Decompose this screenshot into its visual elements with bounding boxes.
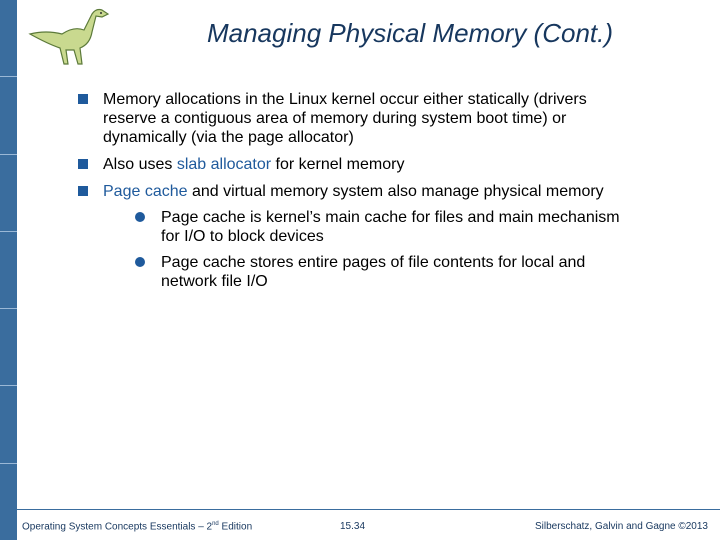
bullet-item xyxy=(78,155,638,174)
footer-book-title xyxy=(22,521,252,532)
page-title: Managing Physical Memory (Cont.) xyxy=(206,18,614,48)
square-bullet-icon xyxy=(78,94,88,104)
sub-bullet-item xyxy=(135,208,638,246)
footer-copyright: Silberschatz, Galvin and Gagne ©2013 xyxy=(534,521,708,532)
bullet-text: for kernel memory xyxy=(271,156,405,173)
sidebar-segment xyxy=(0,155,17,232)
sidebar-segment xyxy=(0,0,17,77)
page-number: 15.34 xyxy=(340,521,366,532)
bullet-item xyxy=(78,182,638,291)
bullet-text: Memory allocations in the Linux kernel occur either statically (drivers reserve a contiguous area of memory during system boot time) or dynamically (via the page allocator) xyxy=(103,91,587,146)
left-sidebar-bar xyxy=(0,0,17,540)
sidebar-segment xyxy=(0,232,17,309)
square-bullet-icon xyxy=(78,186,88,196)
dinosaur-icon xyxy=(26,4,118,68)
highlight-term: Page cache xyxy=(103,183,188,200)
round-bullet-icon xyxy=(135,212,145,222)
footer-divider xyxy=(17,509,720,510)
sub-bullet-item xyxy=(135,253,638,291)
bullet-item xyxy=(78,90,638,147)
square-bullet-icon xyxy=(78,159,88,169)
footer-superscript: nd xyxy=(212,521,219,527)
highlight-term: slab allocator xyxy=(176,156,272,173)
round-bullet-icon xyxy=(135,257,145,267)
sub-bullet-text: Page cache is kernel’s main cache for files and main mechanism for I/O to block devices xyxy=(161,209,620,245)
sub-bullet-text: Page cache stores entire pages of file contents for local and network file I/O xyxy=(161,254,586,290)
bullet-text: and virtual memory system also manage physical memory xyxy=(187,183,604,200)
footer-edition-text: Edition xyxy=(218,521,253,533)
bullet-text: Also uses xyxy=(103,156,177,173)
sidebar-segment xyxy=(0,77,17,154)
sidebar-segment xyxy=(0,386,17,463)
footer-book-title-text: Operating System Concepts Essentials – 2 xyxy=(22,521,213,533)
slide-content xyxy=(78,90,638,299)
sidebar-segment xyxy=(0,464,17,540)
sidebar-segment xyxy=(0,309,17,386)
